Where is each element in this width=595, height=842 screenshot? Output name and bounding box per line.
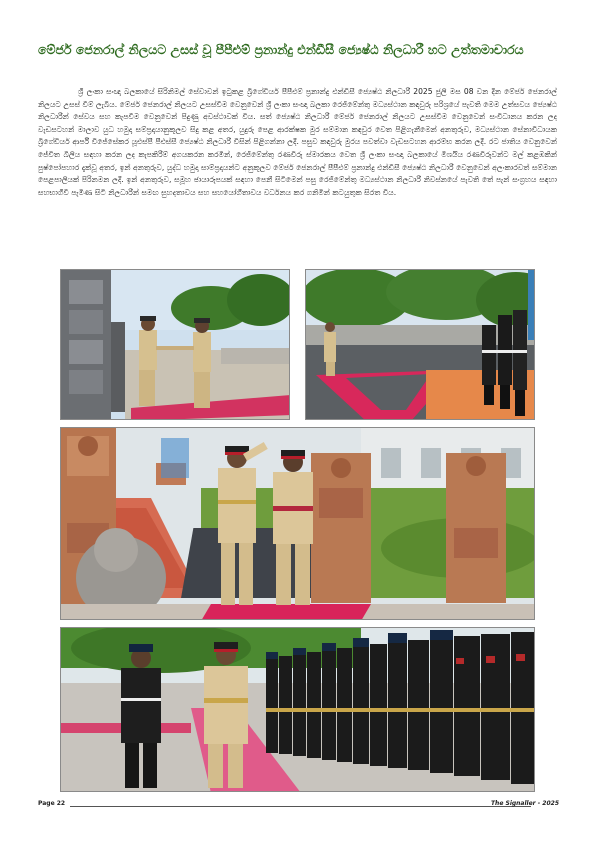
footer-rule <box>70 806 531 807</box>
article-title: මේජර් ජෙනරාල් නිලයට උසස් වූ පීපීඑම් ප්‍රනාන්දු එන්ඩීසී ජ්‍යෙෂ්ඨ නිලධාරී හට උත්තමාචාරය <box>38 42 524 57</box>
photo-handshake-image <box>61 270 290 420</box>
photo-guard-of-honour <box>60 627 535 792</box>
photo-salute-guard-image <box>306 270 535 420</box>
photo-memorial-salute-image <box>61 428 535 620</box>
photo-salute-guard <box>305 269 535 420</box>
photo-handshake <box>60 269 290 420</box>
photo-memorial-salute <box>60 427 535 620</box>
magazine-name: The Signaller - 2025 <box>490 800 559 807</box>
photo-guard-of-honour-image <box>61 628 535 792</box>
page-number: Page 22 <box>38 800 66 807</box>
article-body: ශ්‍රී ලංකා සංඥා බලකායේ සිරිනිමල් සේවාවන් ඉටුකළ බ්‍රිගේඩියර් පීපීඑම් ප්‍රනාන්දු එන්ඩීසී ජ්‍යෙෂ්ඨ නිලධාරී 2025 ජුලි මස 08 වන දින මේජර් ජෙනරාල් නිලයට උසස් වීම් ලැබීය. මේජර් ජෙනරාල් නිලයට උසස්වීම වෙනුවෙන් ශ්‍රී ලංකා සංඥා බලකා රෙජිමේන්තු මධ්‍යස්ථාන කඳවුරු පරිශ්‍රයේ පැවති මෙම උත්සවය ජ්‍යෙෂ්ඨ නිලධාරීන් සේවය සහ කැපවීම වෙනුවෙන් පිදුණු අවස්ථාවක් විය. සත් ජ්‍යෙෂ්ඨ නිලධාරී මේජර් ජෙනරාල් නිලයට උසස්වීම වෙනුවෙන් සංවිධානය කරන ලද වැඩසටහන් මාලාව යුධ හමුදා සම්ප්‍රදායානුකූලව සිදු කළ අතර, යුදුරු පෙළ ආරක්ෂක මුර සම්මාන කඳවුර ‍වෙත පිළිගැනීමෙන් අනතුරුව, මධ්‍යස්ථාන ‍සේනාවිධායක බ්‍රිගේඩියර් ආර්පී විජේසේකර යූඑස්පී පීඑස්සී ජ්‍යෙෂ්ඨ නිලධාරී විසින් පිළිගන්නා ලදී. පසුව කඳවුරු මුරය පවත්වා වැඩසටහන ආරම්භ කරන ලදී. රට ජාතිය වෙනුවෙන් ජේවිත බිලිය සඳහා කරන ලද කැපකිරීම් අගයකරන ‍කරමින්, රෙජිමේන්තු රණවිරු ස්මාරකය වෙත ශ්‍රී ලංකා සංඥා බලකායේ මීශයිය රණවිරුවන්ට මල් කළඹකින් පුෂ්පෝපහාර දැක්වූ අතර, ඉන් අනතුරුව, යුද්ධ හමුදා සාම්ප්‍රදායන්ට අනුකූලව මේජර් ජෙනරාල් පීපීඑම් ප්‍රනාන්දු එන්ඩීසී ජ්‍යෙෂ්ඨ නිලධාරී වෙනුවෙන් අලංකාරවත් සම්මාන පෙළපාලියක් පිරිනමන ලදී. ඉන් අනතුරුව, සමූහ ඡායාරූපයක් සඳහා පෙනී සිටිමෙන් පසු රෙජිමේන්තු මධ්‍යස්ථාන නිලධාරී නිවස්නයේ පැවති තේ පැන් සංග්‍රහය සඳහා සහභාගීවී පැමිණ සිටි නිලධාරීන් සමඟ සුහදතාවය සහ සහයෝගීතාවය වර්ධනය කර ගනිමින් කටයුතුක සිරත විය. <box>38 87 557 197</box>
